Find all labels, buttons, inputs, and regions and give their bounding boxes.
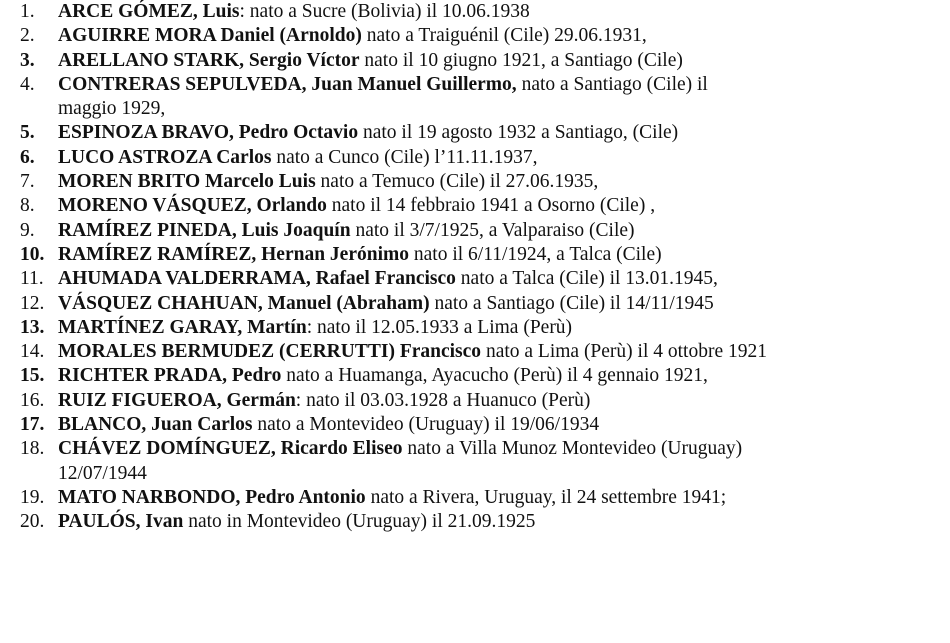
person-name: PAULÓS, Ivan [58,511,184,533]
birth-details: : nato a Sucre (Bolivia) il 10.06.1938 [239,1,530,22]
item-number: 10. [20,243,45,265]
person-name: ARCE GÓMEZ, Luis [58,1,240,22]
birth-details: nato a Traiguénil (Cile) 29.06.1931, [361,25,647,47]
person-name: RAMÍREZ RAMÍREZ, Hernan Jerónimo [58,243,409,265]
list-item [0,194,950,218]
birth-details: nato in Montevideo (Uruguay) il 21.09.1925 [183,511,536,533]
person-name: MORENO VÁSQUEZ, Orlando [58,195,327,217]
list-item [0,146,950,170]
person-name: MORALES BERMUDEZ (CERRUTTI) Francisco [58,341,482,363]
birth-details-continued: 12/07/1944 [58,462,147,484]
birth-details-continued: maggio 1929, [58,98,166,120]
person-name: RAMÍREZ PINEDA, Luis Joaquín [58,219,351,241]
list-item [0,219,950,243]
birth-details: nato a Villa Munoz Montevideo (Uruguay) [402,438,743,460]
birth-details: nato a Lima (Perù) il 4 ottobre 1921 [481,341,767,363]
list-item [0,437,950,486]
item-number: 5. [20,122,35,144]
item-number: 14. [20,341,45,363]
item-number: 11. [20,268,44,290]
item-number: 16. [20,389,45,411]
birth-details: nato a Talca (Cile) il 13.01.1945, [455,268,718,290]
list-item [0,413,950,437]
list-item [0,340,950,364]
list-item [0,73,950,122]
birth-details: nato il 19 agosto 1932 a Santiago, (Cile) [358,122,679,144]
birth-details: nato a Santiago (Cile) il 14/11/1945 [429,292,714,314]
item-number: 3. [20,49,35,71]
item-number: 20. [20,511,45,533]
person-name: VÁSQUEZ CHAHUAN, Manuel (Abraham) [58,292,430,314]
item-number: 6. [20,146,35,168]
birth-details: nato a Montevideo (Uruguay) il 19/06/1934 [252,414,600,436]
birth-details: nato il 14 febbraio 1941 a Osorno (Cile) , [326,195,656,217]
item-number: 12. [20,292,45,314]
list-item [0,267,950,291]
item-number: 9. [20,219,35,241]
birth-details: nato a Santiago (Cile) il [516,73,708,95]
birth-details: nato il 3/7/1925, a Valparaiso (Cile) [350,219,635,241]
item-number: 17. [20,414,45,436]
birth-details: nato il 10 giugno 1921, a Santiago (Cile) [359,49,683,71]
item-number: 2. [20,25,35,47]
person-name: RUIZ FIGUEROA, Germán [58,389,296,411]
list-item [0,364,950,388]
list-item [0,170,950,194]
list-item [0,0,950,24]
item-number: 13. [20,316,45,338]
person-name: MARTÍNEZ GARAY, Martín [58,316,307,338]
birth-details: nato il 6/11/1924, a Talca (Cile) [409,243,662,265]
person-name: MATO NARBONDO, Pedro Antonio [58,486,366,508]
birth-details: nato a Huamanga, Ayacucho (Perù) il 4 gennaio 1921, [281,365,708,387]
person-name: CONTRERAS SEPULVEDA, Juan Manuel Guillermo, [58,73,517,95]
list-item [0,486,950,510]
person-name: LUCO ASTROZA Carlos [58,146,272,168]
birth-details: nato a Rivera, Uruguay, il 24 settembre 1941; [365,486,727,508]
item-number: 18. [20,438,45,460]
list-item [0,49,950,73]
person-name: ARELLANO STARK, Sergio Víctor [58,49,360,71]
birth-details: : nato il 03.03.1928 a Huanuco (Perù) [295,389,591,411]
birth-details: : nato il 12.05.1933 a Lima (Perù) [306,316,573,338]
person-name: MOREN BRITO Marcelo Luis [58,171,316,193]
person-name: BLANCO, Juan Carlos [58,414,253,436]
person-name: AGUIRRE MORA Daniel (Arnoldo) [58,25,362,47]
person-name: AHUMADA VALDERRAMA, Rafael Francisco [58,268,456,290]
item-number: 1. [20,1,35,22]
item-number: 7. [20,171,35,193]
person-name: ESPINOZA BRAVO, Pedro Octavio [58,122,359,144]
item-number: 4. [20,73,35,95]
item-number: 19. [20,486,45,508]
list-item [0,292,950,316]
item-number: 8. [20,195,35,217]
person-name: RICHTER PRADA, Pedro [58,365,282,387]
birth-details: nato a Temuco (Cile) il 27.06.1935, [315,171,599,193]
list-item [0,243,950,267]
list-item [0,121,950,145]
person-name: CHÁVEZ DOMÍNGUEZ, Ricardo Eliseo [58,438,403,460]
item-number: 15. [20,365,45,387]
birth-details: nato a Cunco (Cile) l’11.11.1937, [271,146,538,168]
list-item [0,316,950,340]
list-item [0,510,950,534]
list-item [0,389,950,413]
list-item [0,24,950,48]
